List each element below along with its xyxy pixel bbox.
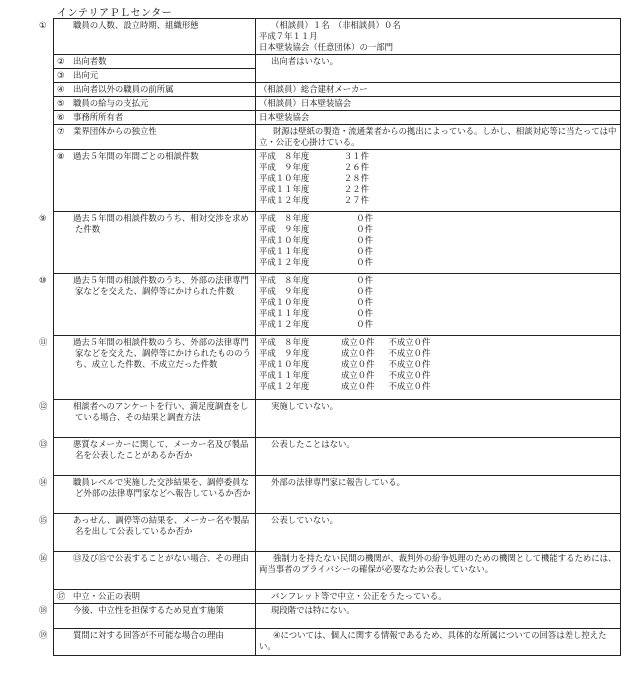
success-count: 成立０件 — [341, 337, 375, 347]
info-table — [39, 18, 621, 656]
year-label: 平成１２年度 — [259, 319, 310, 329]
question-cell — [39, 212, 256, 274]
question-text: 過去５年間の相談件数のうち、相対交渉を求めた件数 — [73, 213, 249, 234]
question-text: 事務所所有者 — [73, 112, 124, 122]
year-line — [259, 348, 617, 359]
question-cell — [39, 604, 256, 629]
answer-cell — [256, 97, 621, 111]
answer-cell — [256, 83, 621, 97]
table-row — [54, 150, 621, 212]
answer-line: パンフレット等で中立・公正をうたっている。 — [271, 591, 447, 601]
year-label: 平成 ８年度 — [259, 151, 310, 161]
year-label: 平成１２年度 — [259, 257, 310, 267]
year-label: 平成１１年度 — [259, 184, 310, 194]
question-cell — [39, 629, 256, 656]
table-row — [54, 629, 621, 656]
question-text: 相談者へのアンケートを行い、満足度調査をしている場合、その結果と調査方法 — [73, 401, 249, 422]
count-value: ２８件 — [343, 173, 369, 183]
question-cell — [54, 150, 256, 212]
table-row — [54, 125, 621, 150]
row-number: ⑤ — [57, 98, 65, 108]
question-text: 職員の人数、設立時期、組織形態 — [73, 20, 199, 30]
row-number: ⑭ — [39, 477, 48, 487]
fail-count: 不成立０件 — [388, 381, 431, 391]
table-row — [54, 590, 621, 604]
answer-line: 外部の法律専門家に報告している。 — [271, 477, 405, 487]
year-label: 平成１１年度 — [259, 246, 310, 256]
row-number: ⑦ — [57, 126, 65, 136]
year-line — [259, 151, 617, 162]
count-value: ０件 — [356, 224, 373, 234]
count-value: ０件 — [356, 246, 373, 256]
fail-count: 不成立０件 — [388, 359, 431, 369]
question-text: 業界団体からの独立性 — [73, 126, 157, 136]
answer-cell — [256, 150, 621, 212]
question-cell — [39, 336, 256, 400]
answer-cell — [256, 629, 621, 656]
year-label: 平成１０年度 — [259, 235, 310, 245]
row-number: ⑨ — [39, 213, 47, 223]
question-text: 今後、中立性を担保するため見直す施策 — [73, 605, 224, 615]
question-cell — [39, 514, 256, 552]
answer-line: （相談員）総合建材メーカー — [259, 84, 368, 94]
row-number: ⑥ — [57, 112, 65, 122]
question-text: 過去５年間の相談件数のうち、外部の法律専門家などを交えた、調停等にかけられた件数 — [73, 275, 249, 296]
success-count: 成立０件 — [341, 359, 375, 369]
year-line — [259, 370, 617, 381]
question-text: あっせん、調停等の結果を、メーカー名や製品名を出して公表しているか否か — [73, 515, 250, 536]
row-number: ④ — [57, 84, 65, 94]
year-label: 平成１１年度 — [259, 308, 310, 318]
page-title: インテリアＰＬセンター — [57, 8, 173, 19]
year-line — [259, 297, 617, 308]
year-label: 平成１２年度 — [259, 381, 310, 391]
answer-line: 実施していない。 — [271, 401, 338, 411]
table-row — [54, 400, 621, 438]
question-text: 悪質なメーカーに関して、メーカー名及び製品名を公表したことがあるか否か — [73, 439, 249, 460]
year-label: 平成 ９年度 — [259, 286, 310, 296]
row-number: ⑩ — [39, 275, 47, 285]
answer-cell — [256, 590, 621, 604]
year-line — [259, 224, 617, 235]
answer-line: （相談員）１名 （非相談員）０名 — [271, 20, 401, 30]
year-line — [259, 213, 617, 224]
row-number: ② — [57, 56, 65, 66]
year-line — [259, 337, 617, 348]
question-cell — [39, 19, 256, 55]
count-value: ２７件 — [343, 195, 369, 205]
count-value: ０件 — [356, 286, 373, 296]
row-number: ⑯ — [39, 553, 48, 563]
success-count: 成立０件 — [341, 370, 375, 380]
question-cell — [39, 552, 256, 590]
year-line — [259, 275, 617, 286]
year-label: 平成 ９年度 — [259, 224, 310, 234]
question-cell — [54, 55, 256, 69]
question-text: 職員レベルで実施した交渉結果を、調停委員など外部の法律専門家などへ報告しているか否か — [73, 477, 251, 498]
table-row — [54, 111, 621, 125]
row-number: ⑪ — [39, 337, 48, 347]
answer-line: 出向者はいない。 — [271, 56, 338, 66]
row-number: ⑮ — [39, 515, 48, 525]
question-text: 出向者以外の職員の前所属 — [73, 84, 174, 94]
count-value: ２６件 — [343, 162, 369, 172]
answer-cell — [256, 400, 621, 438]
answer-cell — [256, 274, 621, 336]
answer-cell — [256, 336, 621, 400]
answer-line: 公表していない。 — [271, 515, 338, 525]
year-label: 平成 ８年度 — [259, 213, 310, 223]
year-line — [259, 381, 617, 392]
table-row — [54, 336, 621, 400]
row-number: ⑫ — [39, 401, 48, 411]
year-line — [259, 162, 617, 173]
year-label: 平成 ９年度 — [259, 162, 310, 172]
answer-cell — [256, 125, 621, 150]
answer-cell — [256, 55, 621, 83]
count-value: ０件 — [356, 297, 373, 307]
year-line — [259, 257, 617, 268]
year-label: 平成 ８年度 — [259, 337, 310, 347]
answer-cell — [256, 438, 621, 476]
count-value: ０件 — [356, 257, 373, 267]
year-label: 平成１２年度 — [259, 195, 310, 205]
question-cell — [54, 97, 256, 111]
table-row — [54, 83, 621, 97]
year-line — [259, 359, 617, 370]
fail-count: 不成立０件 — [388, 348, 431, 358]
year-line — [259, 235, 617, 246]
row-number: ⑱ — [39, 605, 48, 615]
table-row — [54, 97, 621, 111]
year-label: 平成１０年度 — [259, 297, 310, 307]
answer-line: 平成７年１１月 — [259, 31, 318, 41]
answer-cell — [256, 212, 621, 274]
answer-cell — [256, 476, 621, 514]
question-cell — [54, 69, 256, 83]
row-number: ⑰ — [57, 591, 66, 601]
question-cell — [54, 111, 256, 125]
table-row — [54, 476, 621, 514]
table-row — [54, 274, 621, 336]
question-cell — [39, 476, 256, 514]
table-row — [54, 55, 621, 69]
question-cell — [54, 83, 256, 97]
table-row — [54, 514, 621, 552]
answer-line: 日本壁装協会（任意団体）の一部門 — [259, 42, 393, 52]
answer-line: 日本壁装協会 — [259, 112, 310, 122]
row-number: ③ — [57, 70, 65, 80]
year-label: 平成 ９年度 — [259, 348, 310, 358]
answer-cell — [256, 19, 621, 55]
answer-cell — [256, 604, 621, 629]
success-count: 成立０件 — [341, 381, 375, 391]
answer-line: 現段階では特にない。 — [271, 605, 355, 615]
question-cell — [39, 400, 256, 438]
row-number: ⑲ — [39, 630, 48, 640]
count-value: ０件 — [356, 319, 373, 329]
question-cell — [54, 125, 256, 150]
year-line — [259, 195, 617, 206]
question-text: 出向元 — [73, 70, 99, 80]
row-number: ① — [39, 20, 47, 30]
count-value: ３１件 — [343, 151, 369, 161]
year-line — [259, 319, 617, 330]
count-value: ０件 — [356, 235, 373, 245]
table-row — [54, 438, 621, 476]
year-label: 平成１０年度 — [259, 359, 310, 369]
success-count: 成立０件 — [341, 348, 375, 358]
year-line — [259, 308, 617, 319]
question-text: 職員の給与の支払元 — [73, 98, 149, 108]
year-line — [259, 173, 617, 184]
count-value: ０件 — [356, 213, 373, 223]
question-cell — [39, 274, 256, 336]
row-number: ⑧ — [57, 151, 65, 161]
table-row — [54, 552, 621, 590]
count-value: ２２件 — [343, 184, 369, 194]
year-label: 平成 ８年度 — [259, 275, 310, 285]
count-value: ０件 — [356, 275, 373, 285]
year-label: 平成１１年度 — [259, 370, 310, 380]
question-text: ⑬及び⑮で公表することがない場合、その理由 — [73, 553, 249, 563]
answer-line: 財源は壁紙の製造・流通業者からの拠出によっている。しかし、相談対応等に当たっては中立・公正を心掛けている。 — [259, 126, 617, 147]
year-line — [259, 286, 617, 297]
answer-line: ④については、個人に関する情報であるため、具体的な所属についての回答は差し控えたい。 — [259, 630, 607, 651]
question-cell — [54, 590, 256, 604]
question-text: 出向者数 — [73, 56, 107, 66]
year-label: 平成１０年度 — [259, 173, 310, 183]
fail-count: 不成立０件 — [388, 337, 431, 347]
question-text: 質問に対する回答が不可能な場合の理由 — [73, 630, 224, 640]
year-line — [259, 184, 617, 195]
answer-cell — [256, 111, 621, 125]
fail-count: 不成立０件 — [388, 370, 431, 380]
table-row — [54, 19, 621, 55]
table-row — [54, 212, 621, 274]
answer-line: （相談員）日本壁装協会 — [259, 98, 352, 108]
answer-cell — [256, 552, 621, 590]
question-text: 過去５年間の年間ごとの相談件数 — [73, 151, 199, 161]
answer-line: 公表したことはない。 — [271, 439, 355, 449]
count-value: ０件 — [356, 308, 373, 318]
row-number: ⑬ — [39, 439, 48, 449]
question-text: 中立・公正の表明 — [73, 591, 140, 601]
question-text: 過去５年間の相談件数のうち、外部の法律専門家などを交えた、調停等にかけられたもののうち、成立した件数、不成立だった件数 — [73, 337, 251, 369]
table-row — [54, 604, 621, 629]
year-line — [259, 246, 617, 257]
question-cell — [39, 438, 256, 476]
answer-line: 強制力を持たない民間の機関が、裁判外の紛争処理のための機関として機能するためには、両当事者のプライバシーの確保が必要なため公表していない。 — [259, 553, 617, 574]
answer-cell — [256, 514, 621, 552]
